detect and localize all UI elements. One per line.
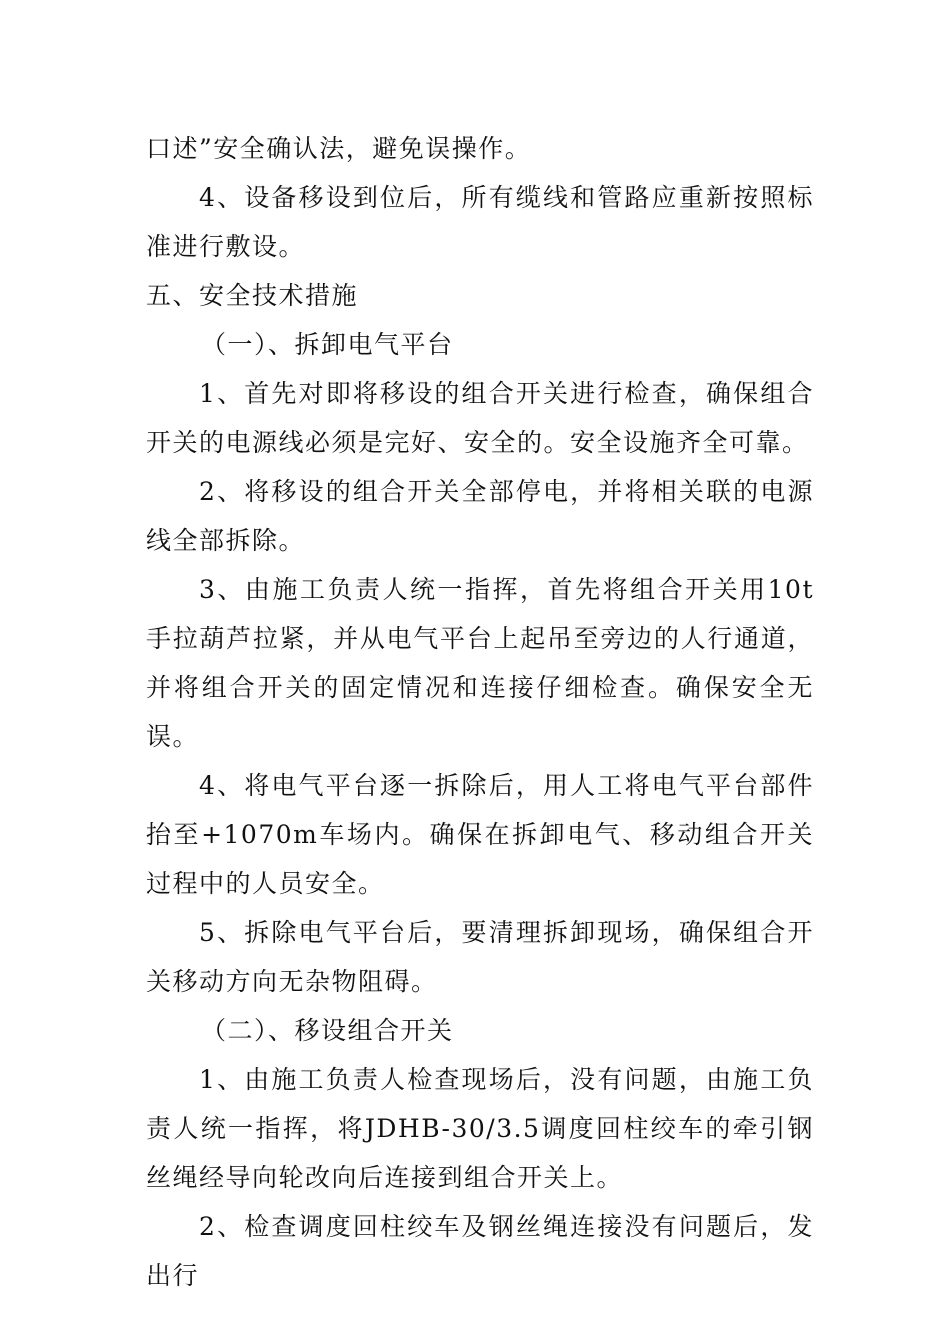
paragraph-dismantle-2: 2、将移设的组合开关全部停电，并将相关联的电源线全部拆除。 xyxy=(146,477,814,555)
subsection-heading-dismantle-platform: （一）、拆卸电气平台 xyxy=(201,330,454,359)
paragraph-item-4: 4、设备移设到位后，所有缆线和管路应重新按照标准进行敷设。 xyxy=(146,183,814,261)
paragraph-dismantle-4: 4、将电气平台逐一拆除后，用人工将电气平台部件抬至+1070m车场内。确保在拆卸电气、移动组合开关过程中的人员安全。 xyxy=(146,771,814,898)
subsection-heading-move-switch: （二）、移设组合开关 xyxy=(201,1016,454,1045)
paragraph-continuation: 口述”安全确认法，避免误操作。 xyxy=(146,134,532,163)
section-heading-safety-measures: 五、安全技术措施 xyxy=(146,281,359,310)
paragraph-dismantle-3: 3、由施工负责人统一指挥，首先将组合开关用10t手拉葫芦拉紧，并从电气平台上起吊至旁边的人行通道，并将组合开关的固定情况和连接仔细检查。确保安全无误。 xyxy=(146,575,814,751)
paragraph-dismantle-5: 5、拆除电气平台后，要清理拆卸现场，确保组合开关移动方向无杂物阻碍。 xyxy=(146,918,814,996)
paragraph-dismantle-1: 1、首先对即将移设的组合开关进行检查，确保组合开关的电源线必须是完好、安全的。安全设施齐全可靠。 xyxy=(146,379,814,457)
document-body xyxy=(146,124,814,1300)
paragraph-move-2: 2、检查调度回柱绞车及钢丝绳连接没有问题后，发出行 xyxy=(146,1212,814,1290)
paragraph-move-1: 1、由施工负责人检查现场后，没有问题，由施工负责人统一指挥，将JDHB-30/3.5调度回柱绞车的牵引钢丝绳经导向轮改向后连接到组合开关上。 xyxy=(146,1065,814,1192)
